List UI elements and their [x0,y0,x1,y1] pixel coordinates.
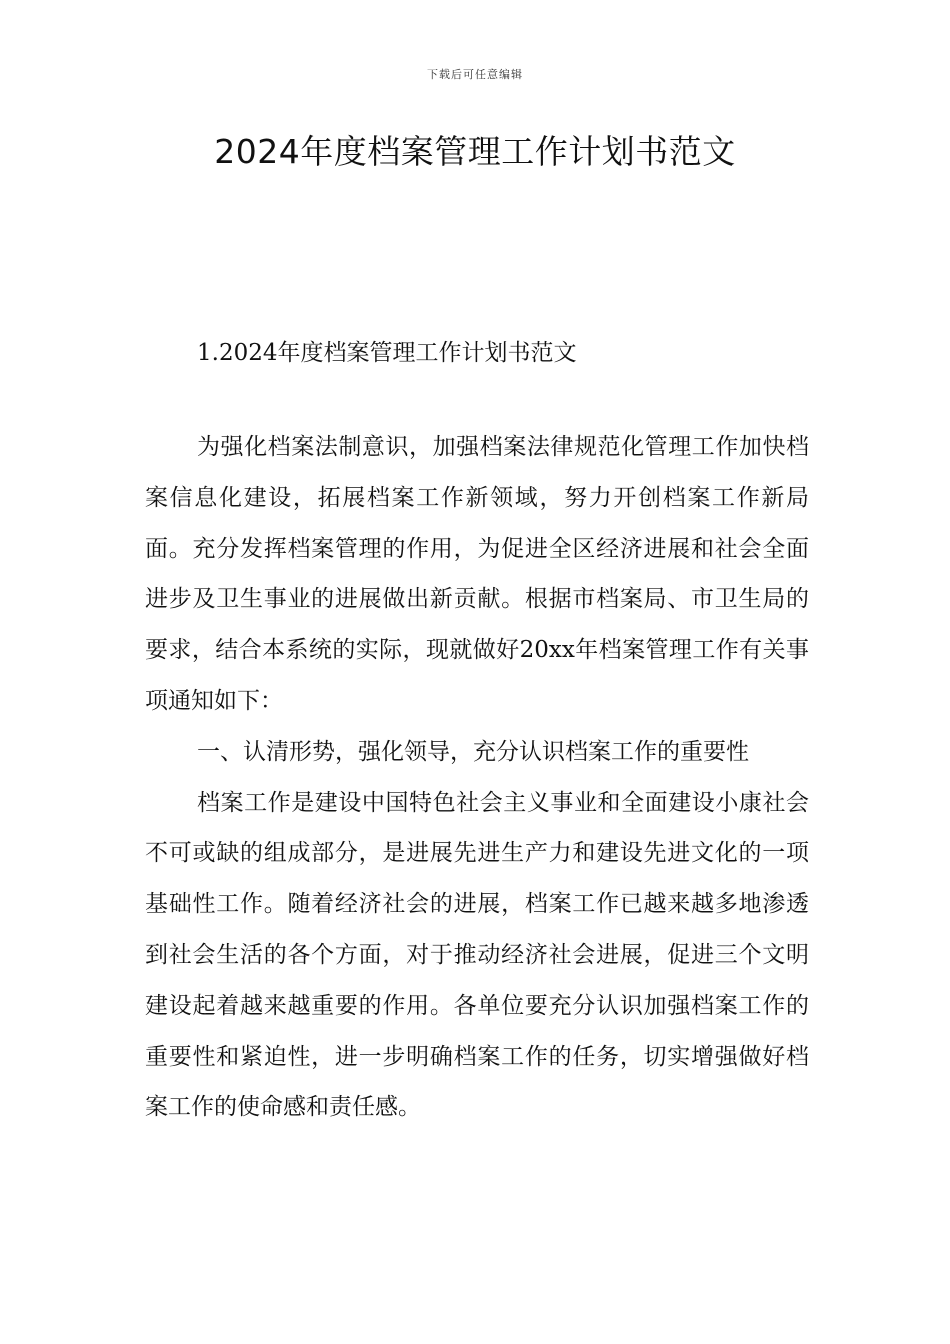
intro-paragraph: 为强化档案法制意识，加强档案法律规范化管理工作加快档案信息化建设，拓展档案工作新领域，努力开创档案工作新局面。充分发挥档案管理的作用，为促进全区经济进展和社会全面进步及卫生事业的进展做出新贡献。根据市档案局、市卫生局的要求，结合本系统的实际，现就做好20xx年档案管理工作有关事项通知如下： [145,434,809,714]
document-title: 2024年度档案管理工作计划书范文 [214,132,736,171]
section-heading: 1.2024年度档案管理工作计划书范文 [197,340,577,366]
page-header-note: 下载后可任意编辑 [427,68,523,81]
document-body [145,328,809,1133]
subsection-heading: 一、认清形势，强化领导，充分认识档案工作的重要性 [197,738,749,765]
body-paragraph: 档案工作是建设中国特色社会主义事业和全面建设小康社会不可或缺的组成部分，是进展先进生产力和建设先进文化的一项基础性工作。随着经济社会的进展，档案工作已越来越多地渗透到社会生活的各个方面，对于推动经济社会进展，促进三个文明建设起着越来越重要的作用。各单位要充分认识加强档案工作的重要性和紧迫性，进一步明确档案工作的任务，切实增强做好档案工作的使命感和责任感。 [145,789,809,1121]
